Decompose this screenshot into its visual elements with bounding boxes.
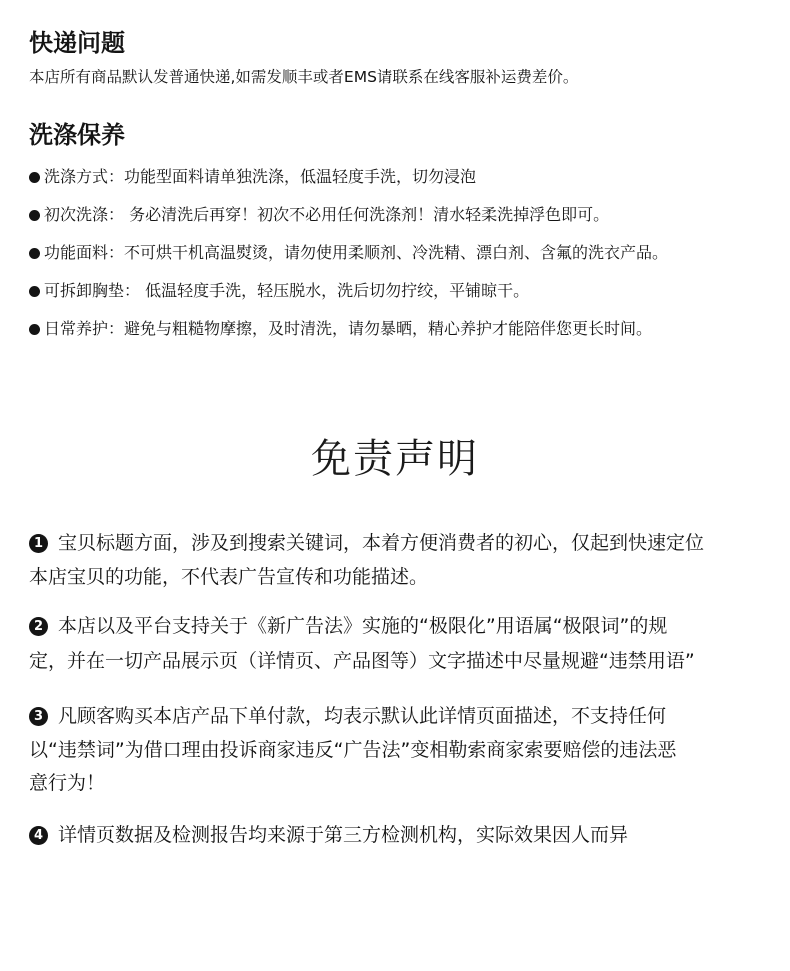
bullet-icon (29, 286, 40, 297)
disclaimer-item-3 (29, 703, 666, 729)
care-item-text: 洗涤方式：功能型面料请单独洗涤，低温轻度手洗，切勿浸泡 (44, 167, 477, 186)
disclaimer-item-1-cont (29, 564, 428, 590)
shipping-text: 本店所有商品默认发普通快递,如需发顺丰或者EMS请联系在线客服补运费差价。 (29, 68, 579, 86)
care-item-functional-fabric (29, 242, 668, 264)
care-item-removable-pad (29, 280, 529, 302)
disclaimer-line: 宝贝标题方面，涉及到搜索关键词，本着方便消费者的初心，仅起到快速定位 (58, 532, 705, 554)
disclaimer-line: 本店宝贝的功能，不代表广告宣传和功能描述。 (29, 566, 429, 588)
disclaimer-item-3-cont (29, 737, 676, 763)
bullet-icon (29, 172, 40, 183)
care-item-wash-method (29, 166, 476, 188)
number-badge-icon: 2 (29, 617, 48, 636)
shipping-heading: 快递问题 (29, 29, 125, 57)
disclaimer-title: 免责声明 (311, 436, 479, 482)
bullet-icon (29, 248, 40, 259)
disclaimer-item-2-cont (29, 648, 695, 674)
disclaimer-item-1 (29, 530, 704, 556)
number-badge-icon: 4 (29, 826, 48, 845)
care-item-text: 可拆卸胸垫： 低温轻度手洗，轻压脱水，洗后切勿拧绞，平铺晾干。 (44, 281, 530, 300)
care-item-first-wash (29, 204, 609, 226)
care-heading: 洗涤保养 (29, 121, 125, 149)
care-item-daily-care (29, 318, 652, 340)
care-item-text: 功能面料：不可烘干机高温熨烫，请勿使用柔顺剂、冷洗精、漂白剂、含氟的洗衣产品。 (44, 243, 669, 262)
number-badge-icon: 3 (29, 707, 48, 726)
care-item-text: 日常养护：避免与粗糙物摩擦，及时清洗，请勿暴晒，精心养护才能陪伴您更长时间。 (44, 319, 653, 338)
bullet-icon (29, 324, 40, 335)
disclaimer-item-2 (29, 613, 667, 639)
disclaimer-line: 凡顾客购买本店产品下单付款，均表示默认此详情页面描述，不支持任何 (58, 705, 667, 727)
care-item-text: 初次洗涤： 务必清洗后再穿！初次不必用任何洗涤剂！清水轻柔洗掉浮色即可。 (44, 205, 610, 224)
disclaimer-line: 意行为！ (29, 772, 106, 794)
disclaimer-line: 详情页数据及检测报告均来源于第三方检测机构，实际效果因人而异 (58, 824, 629, 846)
disclaimer-line: 本店以及平台支持关于《新广告法》实施的“极限化”用语属“极限词”的规 (58, 615, 668, 637)
disclaimer-line: 以“违禁词”为借口理由投诉商家违反“广告法”变相勒索商家索要赔偿的违法恶 (29, 739, 677, 761)
number-badge-icon: 1 (29, 534, 48, 553)
disclaimer-line: 定，并在一切产品展示页（详情页、产品图等）文字描述中尽量规避“违禁用语” (29, 650, 695, 672)
disclaimer-item-4 (29, 822, 628, 848)
bullet-icon (29, 210, 40, 221)
disclaimer-item-3-cont-2 (29, 770, 105, 796)
